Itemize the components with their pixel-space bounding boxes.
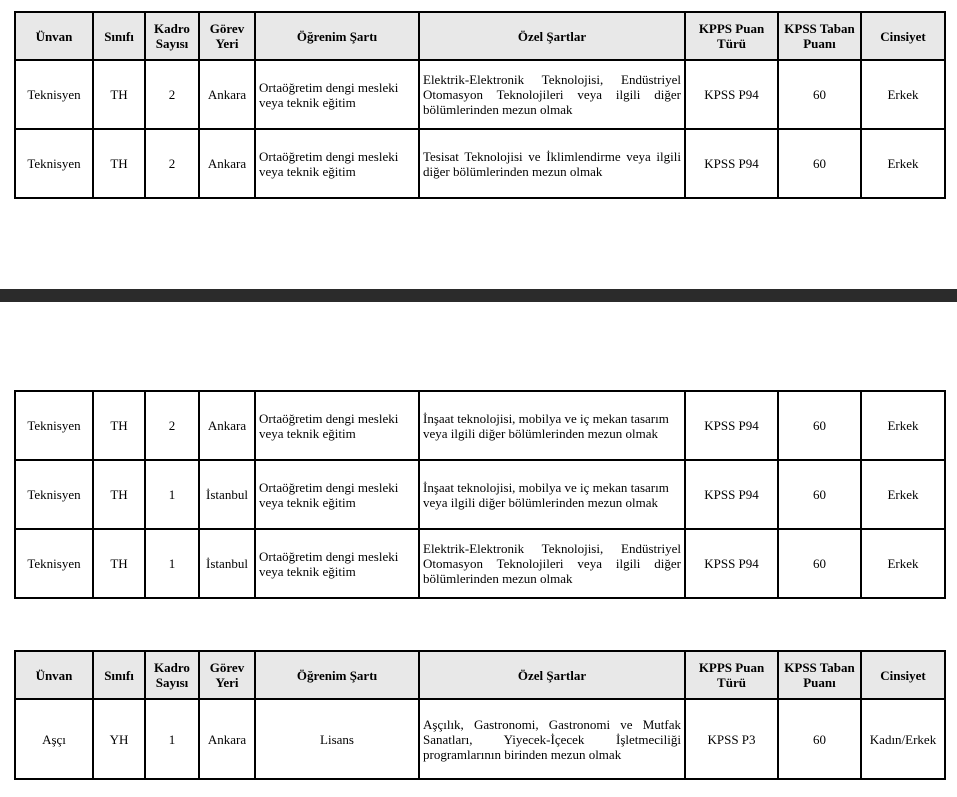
cell-ogrenim: Ortaöğretim dengi mesleki veya teknik eğitim — [255, 529, 419, 598]
cell-ozel: Elektrik-Elektronik Teknolojisi, Endüstriyel Otomasyon Teknolojileri veya ilgili diğer bölümlerinden mezun olmak — [419, 60, 685, 129]
header-sinif: Sınıfı — [93, 12, 145, 60]
header-ozel: Özel Şartlar — [419, 651, 685, 699]
header-unvan: Ünvan — [15, 12, 93, 60]
cell-gorev: İstanbul — [199, 529, 255, 598]
cell-gorev: Ankara — [199, 699, 255, 779]
header-gorev: Görev Yeri — [199, 651, 255, 699]
cell-cinsiyet: Erkek — [861, 60, 945, 129]
header-unvan: Ünvan — [15, 651, 93, 699]
header-cinsiyet: Cinsiyet — [861, 651, 945, 699]
cell-ozel: İnşaat teknolojisi, mobilya ve iç mekan tasarım veya ilgili diğer bölümlerinden mezun olmak — [419, 460, 685, 529]
cell-gorev: Ankara — [199, 391, 255, 460]
cell-ozel: Tesisat Teknolojisi ve İklimlendirme veya ilgili diğer bölümlerinden mezun olmak — [419, 129, 685, 198]
cell-kadro: 1 — [145, 699, 199, 779]
cell-sinif: TH — [93, 391, 145, 460]
cell-gorev: Ankara — [199, 129, 255, 198]
table-row — [15, 391, 945, 460]
header-taban: KPSS Taban Puanı — [778, 651, 861, 699]
cell-ogrenim: Ortaöğretim dengi mesleki veya teknik eğitim — [255, 60, 419, 129]
cell-unvan: Teknisyen — [15, 129, 93, 198]
cell-sinif: TH — [93, 129, 145, 198]
cell-unvan: Teknisyen — [15, 391, 93, 460]
cell-taban: 60 — [778, 129, 861, 198]
cell-ozel: Aşçılık, Gastronomi, Gastronomi ve Mutfak Sanatları, Yiyecek-İçecek İşletmeciliği programlarının birinden mezun olmak — [419, 699, 685, 779]
cell-cinsiyet: Erkek — [861, 129, 945, 198]
cell-sinif: YH — [93, 699, 145, 779]
job-table-3 — [14, 650, 946, 780]
header-ogrenim: Öğrenim Şartı — [255, 12, 419, 60]
header-taban: KPSS Taban Puanı — [778, 12, 861, 60]
cell-kadro: 2 — [145, 129, 199, 198]
header-puan-turu: KPPS Puan Türü — [685, 651, 778, 699]
table-row — [15, 129, 945, 198]
cell-ozel: İnşaat teknolojisi, mobilya ve iç mekan tasarım veya ilgili diğer bölümlerinden mezun olmak — [419, 391, 685, 460]
table-header-row — [15, 651, 945, 699]
cell-cinsiyet: Kadın/Erkek — [861, 699, 945, 779]
cell-taban: 60 — [778, 60, 861, 129]
cell-kadro: 1 — [145, 460, 199, 529]
cell-taban: 60 — [778, 699, 861, 779]
job-table-2 — [14, 390, 946, 599]
cell-ogrenim: Ortaöğretim dengi mesleki veya teknik eğitim — [255, 460, 419, 529]
cell-puan-turu: KPSS P94 — [685, 529, 778, 598]
cell-kadro: 2 — [145, 60, 199, 129]
header-sinif: Sınıfı — [93, 651, 145, 699]
cell-sinif: TH — [93, 60, 145, 129]
cell-ozel: Elektrik-Elektronik Teknolojisi, Endüstriyel Otomasyon Teknolojileri veya ilgili diğer bölümlerinden mezun olmak — [419, 529, 685, 598]
cell-ogrenim: Ortaöğretim dengi mesleki veya teknik eğitim — [255, 129, 419, 198]
header-puan-turu: KPPS Puan Türü — [685, 12, 778, 60]
table-row — [15, 529, 945, 598]
table-header-row — [15, 12, 945, 60]
header-kadro: Kadro Sayısı — [145, 651, 199, 699]
cell-puan-turu: KPSS P94 — [685, 391, 778, 460]
header-kadro: Kadro Sayısı — [145, 12, 199, 60]
cell-kadro: 2 — [145, 391, 199, 460]
table-row — [15, 699, 945, 779]
cell-ogrenim: Lisans — [255, 699, 419, 779]
cell-gorev: Ankara — [199, 60, 255, 129]
cell-cinsiyet: Erkek — [861, 391, 945, 460]
cell-taban: 60 — [778, 391, 861, 460]
header-cinsiyet: Cinsiyet — [861, 12, 945, 60]
cell-ogrenim: Ortaöğretim dengi mesleki veya teknik eğitim — [255, 391, 419, 460]
cell-puan-turu: KPSS P94 — [685, 129, 778, 198]
cell-cinsiyet: Erkek — [861, 460, 945, 529]
cell-kadro: 1 — [145, 529, 199, 598]
cell-taban: 60 — [778, 529, 861, 598]
cell-unvan: Teknisyen — [15, 529, 93, 598]
cell-gorev: İstanbul — [199, 460, 255, 529]
cell-unvan: Teknisyen — [15, 460, 93, 529]
header-ozel: Özel Şartlar — [419, 12, 685, 60]
cell-puan-turu: KPSS P94 — [685, 60, 778, 129]
cell-taban: 60 — [778, 460, 861, 529]
page-separator-bar — [0, 289, 957, 302]
cell-sinif: TH — [93, 529, 145, 598]
header-gorev: Görev Yeri — [199, 12, 255, 60]
header-ogrenim: Öğrenim Şartı — [255, 651, 419, 699]
table-row — [15, 460, 945, 529]
cell-unvan: Teknisyen — [15, 60, 93, 129]
cell-cinsiyet: Erkek — [861, 529, 945, 598]
cell-puan-turu: KPSS P3 — [685, 699, 778, 779]
cell-sinif: TH — [93, 460, 145, 529]
job-table-1 — [14, 11, 946, 199]
cell-puan-turu: KPSS P94 — [685, 460, 778, 529]
cell-unvan: Aşçı — [15, 699, 93, 779]
table-row — [15, 60, 945, 129]
